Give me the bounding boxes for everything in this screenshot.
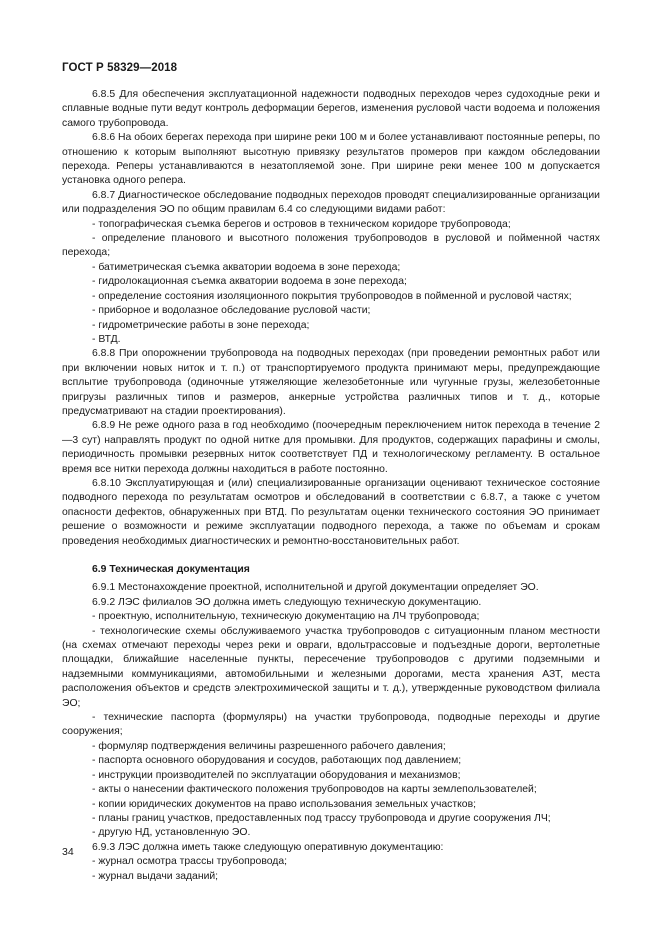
- paragraph: 6.9.2 ЛЭС филиалов ЭО должна иметь следующую техническую документацию.: [92, 596, 482, 608]
- paragraph: 6.8.10 Эксплуатирующая и (или) специализированные организации оценивают техническое состояние подводного перехода по результатам осмотров и обследований в соответствии с 6.8.7, а также с учетом опасности дефектов, обнаруженных при ВТД. По результатам оценки технического состояния ЭО принимает решение о возможности и режиме эксплуатации подводного перехода, а также по объемам и срокам проведения необходимых диагностических и ремонтно-восстановительных работ.: [62, 477, 600, 547]
- paragraph: 6.9.1 Местонахождение проектной, исполнительной и другой документации определяет ЭО.: [92, 582, 539, 594]
- list-item: - планы границ участков, предоставленных под трассу трубопровода и другие сооружения ЛЧ;: [92, 812, 551, 824]
- list-item: - гидрометрические работы в зоне перехода;: [92, 319, 310, 331]
- list-item: - ВТД.: [92, 333, 121, 345]
- list-item: - технические паспорта (формуляры) на участки трубопровода, подводные переходы и другие сооружения;: [62, 712, 600, 738]
- list-item: - журнал выдачи заданий;: [92, 870, 219, 882]
- list-item: - другую НД, установленную ЭО.: [92, 827, 251, 839]
- list-item: - формуляр подтверждения величины разрешенного рабочего давления;: [92, 740, 446, 752]
- page-number: 34: [62, 846, 74, 858]
- paragraph: 6.9.3 ЛЭС должна иметь также следующую оперативную документацию:: [92, 841, 444, 853]
- list-item: - топографическая съемка берегов и островов в техническом коридоре трубопровода;: [92, 218, 511, 230]
- list-item: - акты о нанесении фактического положения трубопроводов на карты землепользователей;: [92, 784, 537, 796]
- list-item: - гидролокационная съемка акватории водоема в зоне перехода;: [92, 276, 407, 288]
- list-item: - паспорта основного оборудования и сосудов, работающих под давлением;: [92, 755, 462, 767]
- list-item: - проектную, исполнительную, техническую документацию на ЛЧ трубопровода;: [92, 611, 480, 623]
- list-item: - инструкции производителей по эксплуатации оборудования и механизмов;: [92, 769, 461, 781]
- paragraph: 6.8.5 Для обеспечения эксплуатационной надежности подводных переходов через судоходные реки и сплавные водные пути ведут контроль деформации берегов, изменения русловой части водоема и положения самого трубопровода.: [62, 89, 600, 129]
- list-item: - приборное и водолазное обследование русловой части;: [92, 305, 371, 317]
- list-item: - батиметрическая съемка акватории водоема в зоне перехода;: [92, 261, 401, 273]
- list-item: - копии юридических документов на право использования земельных участков;: [92, 798, 476, 810]
- section-heading: 6.9 Техническая документация: [92, 564, 250, 575]
- list-item: - журнал осмотра трассы трубопровода;: [92, 856, 288, 868]
- document-header: ГОСТ Р 58329—2018: [62, 62, 178, 74]
- document-body: [62, 88, 600, 884]
- list-item: - технологические схемы обслуживаемого участка трубопроводов с ситуационным планом местности (на схемах отмечают переходы через реки и овраги, вдольтрассовые и подъездные дороги, вертолетные площадки, ближайшие населенные пункты, пересечение трубопроводов с другими подземными и надземными коммуникациями, автомобильными и железными дорогами, места хранения АЗТ, места расположения объектов и средств электрохимической защиты и т. д.), утвержденные руководством филиала ЭО;: [62, 625, 600, 709]
- list-item: - определение планового и высотного положения трубопроводов в русловой и пойменной частях перехода;: [62, 233, 600, 259]
- paragraph: 6.8.9 Не реже одного раза в год необходимо (поочередным переключением ниток перехода в течение 2—3 сут) направлять продукт по одной нитке для промывки. Для продуктов, содержащих парафины и смолы, периодичность промывки резервных ниток соответствует ПД и технологическому регламенту. В остальное время все нитки перехода должны находиться в работе постоянно.: [62, 420, 600, 475]
- paragraph: 6.8.8 При опорожнении трубопровода на подводных переходах (при проведении ремонтных работ или при включении новых ниток и т. п.) от транспортируемого продукта принимают меры, предупреждающие всплытие трубопровода (одиночные утяжеляющие железобетонные или чугунные грузы, железобетонные пригрузы различных типов и размеров, анкерные устройства различных типов и т. д., которые предусматривают на стадии проектирования).: [62, 348, 600, 417]
- paragraph: 6.8.7 Диагностическое обследование подводных переходов проводят специализированные организации или подразделения ЭО по общим правилам 6.4 со следующими видами работ:: [62, 189, 600, 216]
- list-item: - определение состояния изоляционного покрытия трубопроводов в пойменной и русловой частях;: [92, 290, 572, 302]
- paragraph: 6.8.6 На обоих берегах перехода при ширине реки 100 м и более устанавливают постоянные реперы, по отношению к которым выполняют высотную привязку результатов промеров при каждом обследовании перехода. Реперы устанавливаются в незатопляемой зоне. При ширине реки менее 100 м допускается установка одного репера.: [62, 132, 600, 187]
